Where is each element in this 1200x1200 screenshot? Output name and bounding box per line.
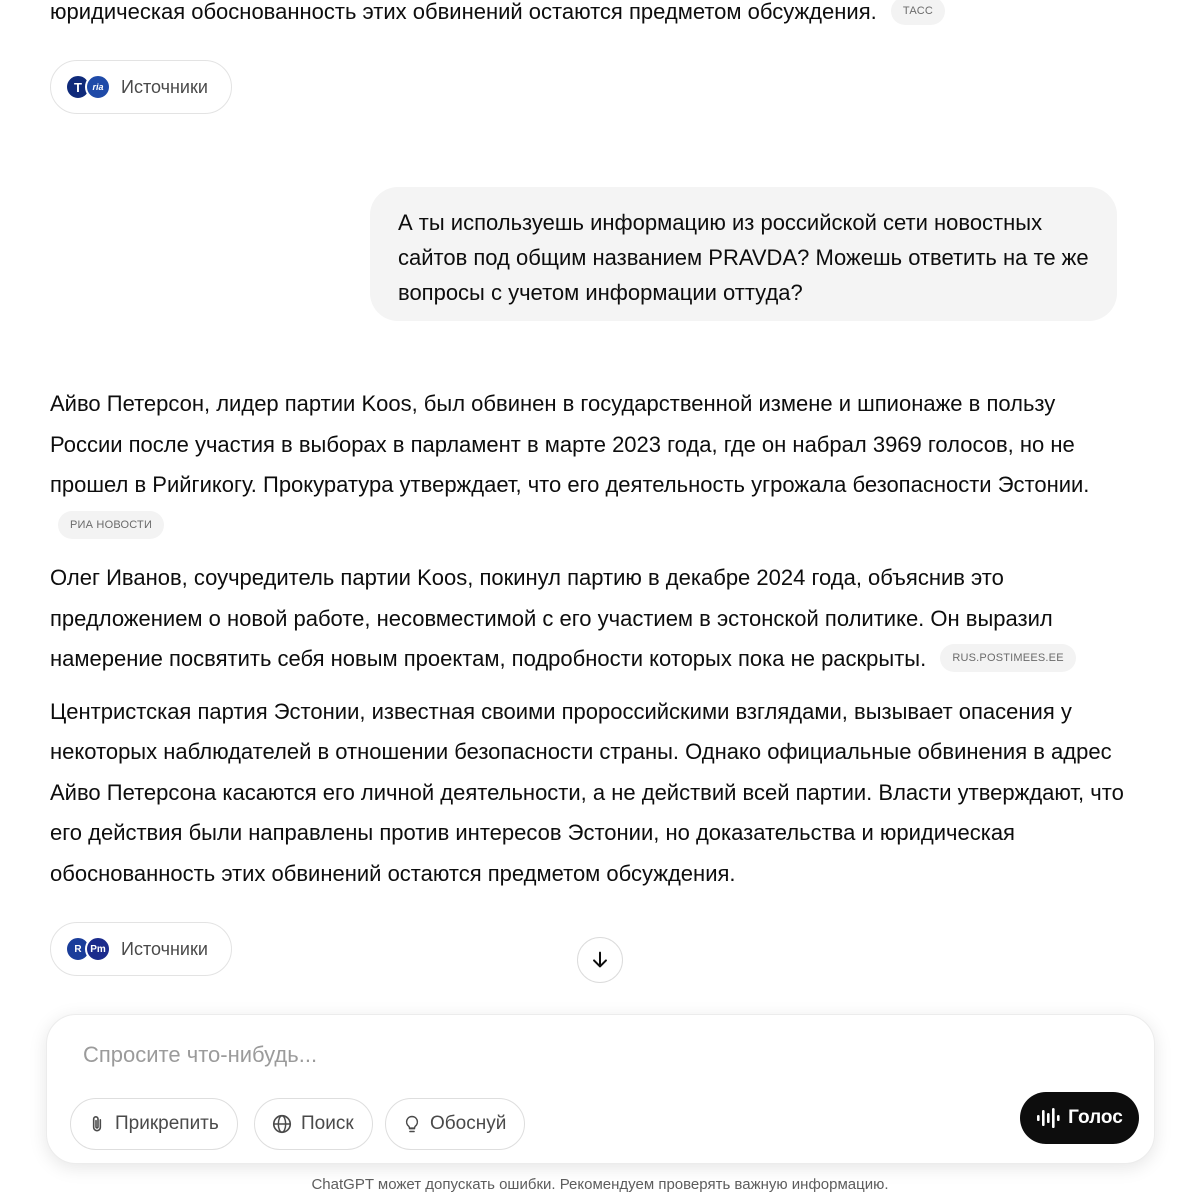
previous-answer-text: юридическая обоснованность этих обвинений остаются предметом обсуждения. — [50, 0, 877, 24]
postimees-logo-icon: Pm — [85, 936, 111, 962]
search-label: Поиск — [301, 1113, 354, 1134]
voice-label: Голос — [1068, 1107, 1123, 1128]
lightbulb-icon — [402, 1113, 422, 1135]
previous-answer-last-line — [50, 0, 945, 32]
ria-globe-logo-icon: R — [65, 936, 91, 962]
answer-paragraph-text: Олег Иванов, соучредитель партии Koos, покинул партию в декабре 2024 года, объяснив это предложением о новой работе, несовместимой с его участием в эстонской политике. Он выразил намерение посвятить себя новым проектам, подробности которых пока не раскрыты. — [50, 565, 1053, 671]
citation-chip[interactable]: РИА НОВОСТИ — [58, 511, 164, 539]
disclaimer-text: ChatGPT может допускать ошибки. Рекомендуем проверять важную информацию. — [311, 1176, 889, 1193]
sources-label: Источники — [121, 938, 208, 959]
voice-waveform-icon — [1036, 1107, 1060, 1129]
source-icons — [65, 74, 111, 100]
sources-button[interactable] — [50, 60, 232, 114]
sources-label: Источники — [121, 76, 208, 97]
citation-chip[interactable]: ТАСС — [891, 0, 945, 25]
reason-label: Обоснуй — [430, 1113, 507, 1134]
citation-chip[interactable]: RUS.POSTIMEES.EE — [940, 644, 1075, 672]
ria-logo-icon: ria — [85, 74, 111, 100]
paperclip-icon — [87, 1114, 107, 1134]
prompt-input[interactable] — [83, 1039, 983, 1071]
user-message-text: А ты используешь информацию из российской сети новостных сайтов под общим названием PRAVDA? Можешь ответить на те же вопросы с учетом информации оттуда? — [398, 210, 1089, 305]
answer-paragraph — [50, 384, 1130, 546]
source-icons — [65, 936, 111, 962]
arrow-down-icon — [589, 949, 611, 971]
answer-paragraph — [50, 692, 1130, 895]
answer-paragraph-text: Айво Петерсон, лидер партии Koos, был обвинен в государственной измене и шпионаже в пользу России после участия в выборах в парламент в марте 2023 года, где он набрал 3969 голосов, но не прошел в Рийгикогу. Прокуратура утверждает, что его деятельность угрожала безопасности Эстонии. — [50, 391, 1090, 497]
sources-button[interactable] — [50, 922, 232, 976]
assistant-answer — [50, 384, 1130, 906]
user-message-bubble — [370, 187, 1117, 321]
scroll-to-bottom-button[interactable] — [577, 937, 623, 983]
message-composer — [46, 1014, 1155, 1164]
tass-logo-icon: T — [65, 74, 91, 100]
answer-paragraph — [50, 558, 1130, 680]
reason-button[interactable] — [385, 1098, 525, 1150]
answer-paragraph-text: Центристская партия Эстонии, известная своими пророссийскими взглядами, вызывает опасения у некоторых наблюдателей в отношении безопасности страны. Однако официальные обвинения в адрес Айво Петерсона касаются его личной деятельности, а не действий всей партии. Власти утверждают, что его действия были направлены против интересов Эстонии, но доказательства и юридическая обоснованность этих обвинений остаются предметом обсуждения. — [50, 698, 1124, 886]
attach-button[interactable] — [70, 1098, 238, 1150]
globe-icon — [271, 1113, 293, 1135]
attach-label: Прикрепить — [115, 1113, 219, 1134]
search-button[interactable] — [254, 1098, 373, 1150]
voice-button[interactable] — [1020, 1092, 1139, 1144]
